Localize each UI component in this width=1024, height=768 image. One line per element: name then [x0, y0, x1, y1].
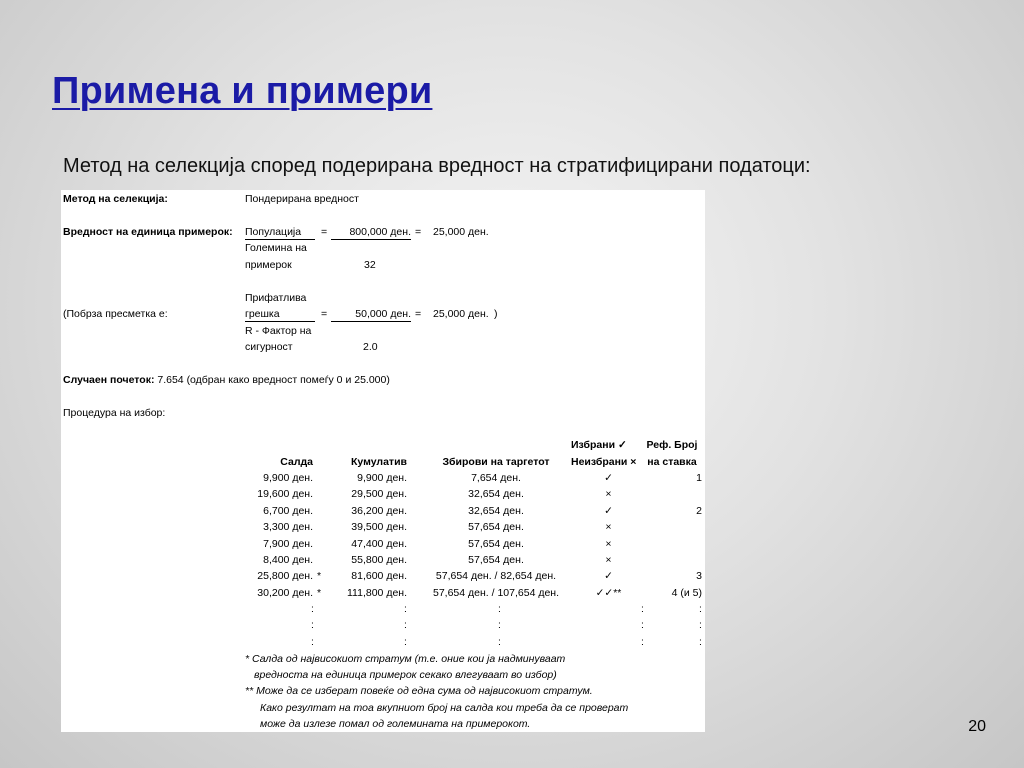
footnote-1: * Салда од највисокиот стратум (т.е. оние кои ја надминуваат — [245, 653, 566, 665]
row-cumulative: 39,500 ден. — [351, 521, 407, 534]
row-balance: 9,900 ден. — [263, 472, 313, 484]
row-star: * — [317, 570, 322, 583]
footnote-3: ** Може да се изберат повеќе од една сума од највисокиот стратум. — [245, 685, 593, 697]
row-mark: ✓ — [604, 504, 613, 517]
row-target: 57,654 ден. — [468, 554, 524, 566]
random-start — [63, 374, 390, 387]
row-balance: 19,600 ден. — [257, 488, 313, 501]
row-target: 57,654 ден. — [468, 537, 524, 550]
equals-3: = — [321, 308, 328, 320]
row-cumulative: 47,400 ден. — [351, 537, 407, 550]
row-ref: 1 — [696, 472, 702, 484]
ellipsis-mark: : — [311, 635, 314, 648]
random-start-value: 7.654 (одбран како вредност помеѓу 0 и 25.000) — [154, 374, 390, 386]
ellipsis-mark: : — [498, 635, 501, 648]
ellipsis-mark: : — [404, 603, 407, 615]
header-selected: Избрани ✓ — [571, 439, 627, 451]
ellipsis-mark: : — [699, 603, 702, 615]
r-factor-line2: сигурност — [245, 341, 293, 353]
slide-subtitle: Метод на селекција според подерирана вредност на стратифицирани податоци: — [63, 155, 811, 177]
result-1: 25,000 ден. — [433, 226, 489, 238]
ellipsis-mark: : — [311, 603, 314, 615]
spreadsheet-panel — [61, 190, 705, 732]
row-mark: ✓✓** — [595, 586, 622, 599]
row-mark: ✓ — [604, 472, 613, 484]
row-cumulative: 36,200 ден. — [351, 504, 407, 517]
tolerable-line1: Прифатлива — [245, 292, 307, 304]
row-target: 7,654 ден. — [471, 472, 521, 484]
row-mark: × — [605, 554, 612, 566]
row-balance: 25,800 ден. — [257, 570, 313, 583]
header-cumulative: Кумулатив — [350, 456, 407, 468]
row-cumulative: 81,600 ден. — [351, 570, 407, 583]
tolerable-line2: грешка — [245, 308, 315, 322]
ellipsis-mark: : — [498, 619, 501, 632]
row-balance: 8,400 ден. — [263, 554, 313, 566]
row-cumulative: 29,500 ден. — [351, 488, 407, 501]
row-ref: 4 (и 5) — [671, 586, 702, 599]
result-2: 25,000 ден. — [433, 308, 489, 320]
sample-size-value: 32 — [364, 259, 376, 271]
equals-1: = — [321, 226, 328, 238]
method-label: Метод на селекција: — [63, 193, 168, 205]
row-mark: ✓ — [604, 570, 613, 583]
row-target: 57,654 ден. / 107,654 ден. — [432, 586, 560, 599]
random-start-label: Случаен почеток: — [63, 374, 155, 386]
ellipsis-mark: : — [699, 619, 702, 632]
row-cumulative: 55,800 ден. — [351, 554, 407, 566]
row-balance: 7,900 ден. — [263, 537, 313, 550]
footnote-4: Како резултат на тоа вкупниот број на салда кои треба да се проверат — [260, 702, 629, 714]
value-label: Вредност на единица примерок: — [63, 226, 233, 238]
row-ref: 2 — [696, 504, 702, 517]
page-number: 20 — [968, 718, 986, 735]
row-mark: × — [605, 488, 612, 501]
ellipsis-mark: : — [641, 635, 644, 648]
equals-4: = — [415, 308, 422, 320]
method-value: Пондерирана вредност — [245, 193, 359, 205]
sample-size-line1: Големина на — [245, 242, 307, 254]
quick-calc-label: (Побрза пресметка е: — [63, 308, 168, 320]
footnote-5: може да излезе помал од големината на примерокот. — [260, 718, 531, 730]
r-factor-value: 2.0 — [363, 341, 378, 353]
ellipsis-mark: : — [641, 603, 644, 615]
row-mark: × — [605, 521, 612, 534]
header-ref-line1: Реф. Број — [646, 439, 698, 451]
ellipsis-mark: : — [404, 635, 407, 648]
ellipsis-mark: : — [404, 619, 407, 632]
row-cumulative: 111,800 ден. — [347, 586, 407, 599]
equals-2: = — [415, 226, 422, 238]
row-ref: 3 — [696, 570, 702, 583]
row-balance: 3,300 ден. — [263, 521, 313, 534]
header-not-selected: Неизбрани × — [571, 456, 637, 468]
ellipsis-mark: : — [699, 635, 702, 648]
header-balance: Салда — [280, 456, 313, 468]
row-mark: × — [605, 537, 612, 550]
slide-title: Примена и примери — [52, 70, 433, 112]
tolerable-value: 50,000 ден. — [331, 308, 411, 322]
header-target-sums: Збирови на таргетот — [442, 456, 550, 468]
header-ref-line2: на ставка — [647, 456, 697, 468]
row-target: 57,654 ден. / 82,654 ден. — [435, 570, 557, 583]
row-target: 32,654 ден. — [468, 504, 524, 517]
row-balance: 30,200 ден. — [257, 586, 313, 599]
row-target: 57,654 ден. — [468, 521, 524, 534]
close-paren: ) — [494, 308, 498, 320]
footnote-2: вредноста на единица примерок секако влегуваат во избор) — [254, 669, 557, 681]
ellipsis-mark: : — [498, 603, 501, 615]
population-value: 800,000 ден. — [331, 226, 411, 240]
row-cumulative: 9,900 ден. — [357, 472, 407, 484]
ellipsis-mark: : — [641, 619, 644, 632]
population-label: Популација — [245, 226, 315, 240]
sample-size-line2: примерок — [245, 259, 292, 271]
row-target: 32,654 ден. — [468, 488, 524, 501]
r-factor-line1: R - Фактор на — [245, 325, 312, 337]
ellipsis-mark: : — [311, 619, 314, 632]
procedure-label: Процедура на избор: — [63, 407, 166, 419]
row-balance: 6,700 ден. — [263, 504, 313, 517]
row-star: * — [317, 586, 322, 599]
